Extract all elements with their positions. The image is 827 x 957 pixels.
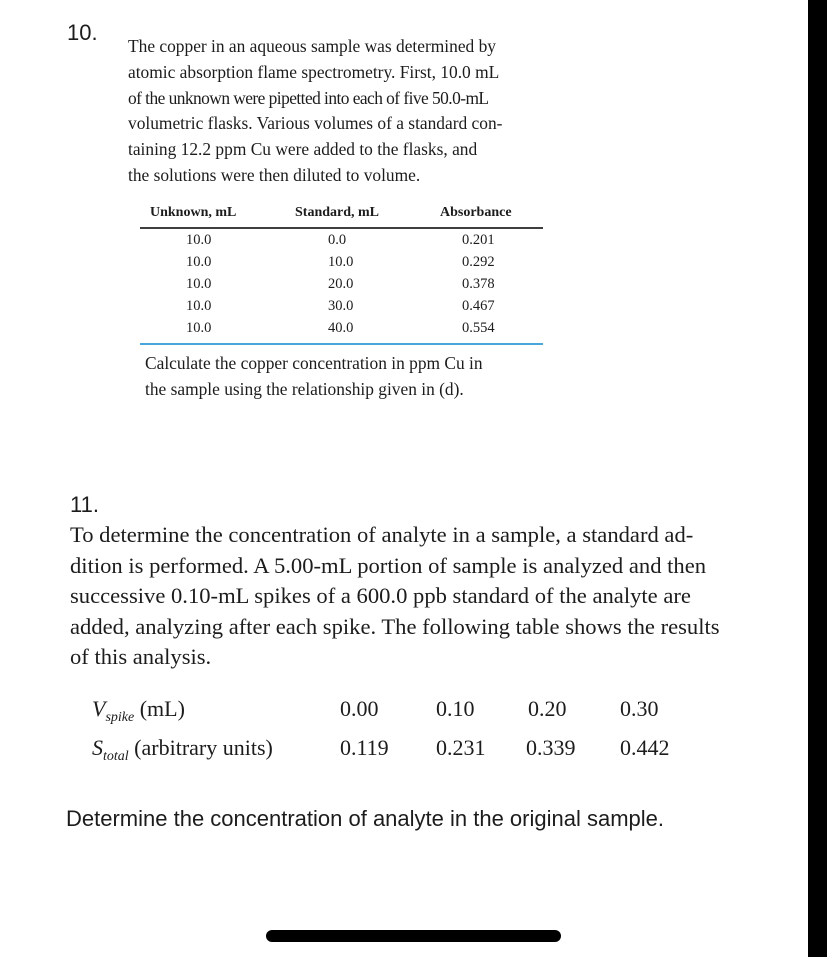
question-10-line: atomic absorption flame spectrometry. First, 10.0 mL <box>128 61 500 82</box>
question-10-line: The copper in an aqueous sample was determined by <box>128 36 496 56</box>
table-row <box>140 273 543 295</box>
cell-unknown: 10.0 <box>186 298 212 314</box>
s-total-value: 0.339 <box>526 735 576 760</box>
header-absorbance: Absorbance <box>440 205 512 220</box>
s-total-unit: (arbitrary units) <box>128 735 273 760</box>
table-row <box>140 229 543 251</box>
home-indicator-bar[interactable] <box>266 930 561 942</box>
cell-unknown: 10.0 <box>186 254 212 270</box>
table-header-row <box>140 203 543 225</box>
cell-absorbance: 0.292 <box>462 254 495 270</box>
question-10-text <box>128 34 568 189</box>
v-spike-value: 0.10 <box>436 696 475 721</box>
question-10-ask-line: the sample using the relationship given in (d). <box>145 378 464 399</box>
cell-standard: 10.0 <box>328 254 354 270</box>
question-11-line: of this analysis. <box>70 644 212 670</box>
question-10-line: of the unknown were pipetted into each of five 50.0-mL <box>128 87 489 108</box>
s-total-value: 0.442 <box>620 735 670 760</box>
question-10-number: 10. <box>67 20 98 45</box>
question-11-line: dition is performed. A 5.00-mL portion of sample is analyzed and then <box>70 552 707 578</box>
question-11-data-table <box>0 690 800 770</box>
cell-absorbance: 0.201 <box>462 232 495 248</box>
question-10-line: the solutions were then diluted to volume. <box>128 164 421 185</box>
s-total-subscript: total <box>103 749 129 764</box>
cell-standard: 0.0 <box>328 232 347 248</box>
table-bottom-rule <box>140 343 543 345</box>
s-total-value: 0.119 <box>340 735 389 760</box>
header-standard: Standard, mL <box>295 205 380 220</box>
v-spike-subscript: spike <box>105 710 135 725</box>
v-spike-value: 0.20 <box>528 696 567 721</box>
cell-standard: 20.0 <box>328 276 354 292</box>
s-total-symbol: S <box>92 735 103 760</box>
question-11-text <box>70 520 790 673</box>
cell-unknown: 10.0 <box>186 320 212 336</box>
s-total-label <box>92 735 273 765</box>
question-11-ask: Determine the concentration of analyte in the original sample. <box>66 806 665 831</box>
cell-standard: 30.0 <box>328 298 354 314</box>
question-11-line: To determine the concentration of analyte in a sample, a standard ad- <box>70 522 694 547</box>
question-10-line: volumetric flasks. Various volumes of a standard con- <box>128 113 503 134</box>
question-11-number: 11. <box>70 492 99 517</box>
question-11-line: successive 0.10-mL spikes of a 600.0 ppb standard of the analyte are <box>70 583 691 609</box>
cell-absorbance: 0.554 <box>462 320 495 336</box>
cell-standard: 40.0 <box>328 320 354 336</box>
v-spike-label <box>92 696 185 726</box>
v-spike-symbol: V <box>92 696 106 721</box>
table-row <box>140 251 543 273</box>
cell-unknown: 10.0 <box>186 232 212 248</box>
question-10-ask <box>145 351 565 402</box>
question-10-ask-line: Calculate the copper concentration in ppm Cu in <box>145 353 483 373</box>
v-spike-value: 0.00 <box>340 696 379 721</box>
cell-absorbance: 0.378 <box>462 276 495 292</box>
table-row <box>140 295 543 317</box>
header-unknown: Unknown, mL <box>150 205 237 220</box>
question-10-line: taining 12.2 ppm Cu were added to the flasks, and <box>128 139 478 160</box>
screen-right-edge <box>808 0 827 957</box>
cell-absorbance: 0.467 <box>462 298 495 314</box>
question-10-table <box>140 203 543 345</box>
s-total-value: 0.231 <box>436 735 486 760</box>
v-spike-value: 0.30 <box>620 696 659 721</box>
v-spike-unit: (mL) <box>134 696 185 721</box>
cell-unknown: 10.0 <box>186 276 212 292</box>
table-row <box>140 317 543 339</box>
question-11-line: added, analyzing after each spike. The following table shows the results <box>70 613 720 639</box>
